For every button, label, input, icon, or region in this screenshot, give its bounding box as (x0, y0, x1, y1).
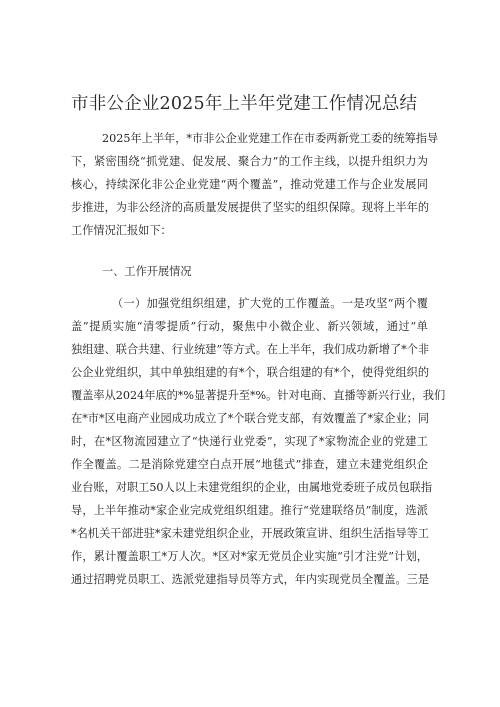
section-heading: 一、工作开展情况 (102, 265, 192, 278)
section-line: 覆盖率从2024年底的*%显著提升至*%。针对电商、直播等新兴行业，我们 (71, 389, 446, 402)
section-line: 业台账，对职工50人以上未建党组织的企业，由属地党委班子成员包联指 (71, 481, 433, 494)
section-line: （一）加强党组织组建，扩大党的工作覆盖。一是攻坚“两个覆 (112, 297, 428, 310)
intro-line: 2025年上半年，*市非公企业党建工作在市委两新党工委的统筹指导 (102, 132, 439, 145)
section-line: 公企业党组织，其中单独组建的有*个，联合组建的有*个，使得党组织的 (71, 366, 430, 379)
intro-line: 步推进，为非公经济的高质量发展提供了坚实的组织保障。现将上半年的 (71, 201, 430, 214)
document-title: 市非公企业2025年上半年党建工作情况总结 (71, 94, 418, 114)
section-line: *名机关干部进驻*家未建党组织企业，开展政策宣讲、组织生活指导等工 (71, 527, 430, 540)
intro-line: 工作情况汇报如下： (71, 224, 172, 237)
section-line: 导，上半年推动*家企业完成党组织组建。推行“党建联络员”制度，选派 (71, 504, 428, 517)
section-line: 作全覆盖。二是消除党建空白点开展“地毯式”排查，建立未建党组织企 (71, 458, 428, 471)
section-line: 通过招聘党员职工、选派党建指导员等方式，年内实现党员全覆盖。三是 (71, 573, 430, 586)
section-line: 独组建、联合共建、行业统建”等方式。在上半年，我们成功新增了*个非 (71, 343, 430, 356)
section-line: 在*市*区电商产业园成功成立了*个联合党支部，有效覆盖了*家企业；同 (71, 412, 430, 425)
intro-line: 下，紧密围绕“抓党建、促发展、聚合力”的工作主线，以提升组织力为 (71, 155, 428, 168)
section-line: 时，在*区物流园建立了“快递行业党委”，实现了*家物流企业的党建工 (71, 435, 428, 448)
section-line: 盖”提质实施“清零提质”行动，聚焦中小微企业、新兴领域，通过“单 (71, 320, 428, 333)
intro-line: 核心，持续深化非公企业党建“两个覆盖”，推动党建工作与企业发展同 (71, 178, 428, 191)
section-line: 作，累计覆盖职工*万人次。*区对*家无党员企业实施“引才注党”计划， (71, 550, 428, 563)
